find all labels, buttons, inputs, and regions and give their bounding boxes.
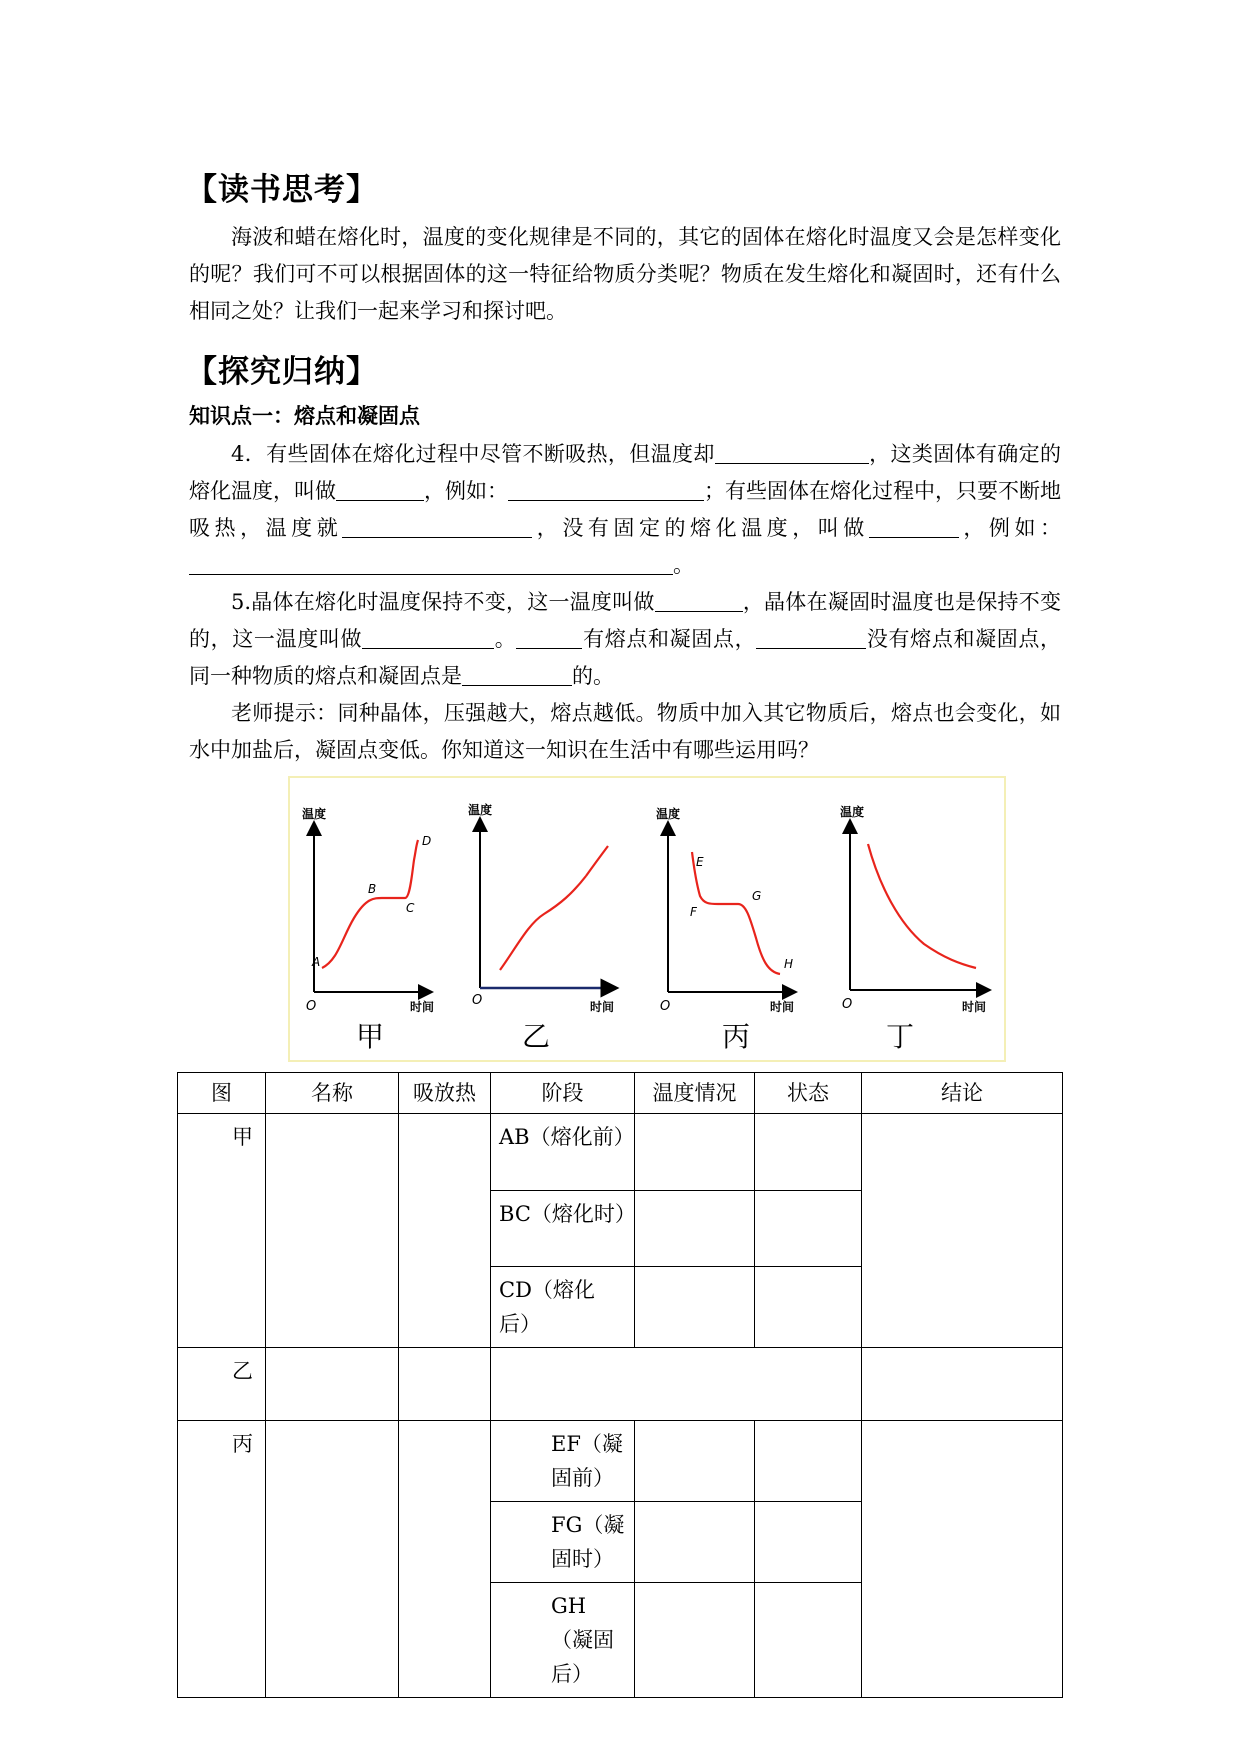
graph-jia-point-a: A [312,955,321,969]
table-row [178,1421,1063,1502]
q5-text-5: 没有熔点和凝固点，同一种物质的熔点和凝固点是 [189,627,1062,688]
cell-bing-name[interactable] [266,1421,399,1698]
cell-gh-state[interactable] [755,1583,862,1698]
stage-ef: EF（凝固前） [491,1421,635,1502]
graph-yi-origin: O [472,993,483,1008]
header-heat: 吸放热 [399,1073,491,1114]
q5-blank-5[interactable] [462,663,572,686]
cell-gh-temperature[interactable] [635,1583,755,1698]
q5-blank-1[interactable] [655,589,743,612]
stage-cd: CD（熔化后） [491,1267,635,1348]
row-label-yi: 乙 [178,1348,266,1421]
graph-jia-point-b: B [368,882,377,896]
cell-bc-state[interactable] [755,1191,862,1267]
q5-text-2: ，晶体在凝固时温度也是保持不变的，这一温度叫做 [189,590,1062,651]
header-stage: 阶段 [491,1073,635,1114]
table-row [178,1348,1063,1421]
header-conclusion: 结论 [862,1073,1063,1114]
cell-jia-name[interactable] [266,1114,399,1348]
cell-bing-conclusion[interactable] [862,1421,1063,1698]
stage-gh: GH（凝固后） [491,1583,635,1698]
graph-jia-curve [322,840,418,968]
q5-text-6: 的。 [572,664,614,688]
header-name: 名称 [266,1073,399,1114]
q5-blank-4[interactable] [756,626,866,649]
teacher-tip: 老师提示：同种晶体，压强越大，熔点越低。物质中加入其它物质后，熔点也会变化，如水中加盐后，凝固点变低。你知道这一知识在生活中有哪些运用吗？ [189,701,1061,762]
graph-bing-curve [692,852,780,974]
graph-bing-point-g: G [752,889,762,903]
table-header-row [178,1073,1063,1114]
graph-jia-x-label: 时间 [410,1000,435,1014]
cell-ab-temperature[interactable] [635,1114,755,1191]
q4-text-6: ，例如： [958,516,1062,540]
question-5 [189,584,1061,695]
q4-blank-6[interactable] [189,552,673,575]
q4-blank-4[interactable] [342,515,532,538]
graph-yi [468,802,614,1053]
graph-jia-caption: 甲 [356,1020,385,1053]
summary-table [177,1072,1063,1698]
graph-jia-y-label: 温度 [302,807,327,821]
graphs-svg [290,778,1004,1060]
cell-fg-state[interactable] [755,1502,862,1583]
header-temperature: 温度情况 [635,1073,755,1114]
cell-bc-temperature[interactable] [635,1191,755,1267]
graph-yi-x-label: 时间 [590,1000,615,1014]
graph-ding-y-label: 温度 [840,805,865,819]
cell-yi-name[interactable] [266,1348,399,1421]
graph-ding-x-label: 时间 [962,1000,987,1014]
cell-ef-state[interactable] [755,1421,862,1502]
stage-ab: AB（熔化前） [491,1114,635,1191]
q4-text-3: ，例如： [424,479,508,503]
graph-jia [302,806,434,1053]
q5-text-4: 有熔点和凝固点， [582,627,757,651]
q4-blank-2[interactable] [336,478,424,501]
q4-blank-1[interactable] [715,441,869,464]
q5-text-3: 。 [494,627,517,651]
cell-bing-heat[interactable] [399,1421,491,1698]
graph-yi-y-label: 温度 [468,803,493,817]
cell-yi-stage-merged[interactable] [491,1348,862,1421]
graph-ding-caption: 丁 [886,1020,915,1053]
q4-blank-5[interactable] [869,515,959,538]
reading-paragraph: 海波和蜡在熔化时，温度的变化规律是不同的，其它的固体在熔化时温度又会是怎样变化的呢？我们可不可以根据固体的这一特征给物质分类呢？物质在发生熔化和凝固时，还有什么相同之处？让我们一起来学习和探讨吧。 [189,225,1061,323]
row-label-bing: 丙 [178,1421,266,1698]
graph-bing-point-e: E [696,855,704,869]
knowledge-point-title: 知识点一：熔点和凝固点 [189,404,420,428]
stage-fg: FG（凝固时） [491,1502,635,1583]
q5-blank-2[interactable] [362,626,494,649]
q4-text-7: 。 [673,553,694,577]
cell-ab-state[interactable] [755,1114,862,1191]
graph-bing-caption: 丙 [722,1020,751,1053]
graph-bing-y-label: 温度 [656,807,681,821]
q5-text-1: 5.晶体在熔化时温度保持不变，这一温度叫做 [231,590,655,614]
graph-bing-x-label: 时间 [770,1000,795,1014]
cell-cd-temperature[interactable] [635,1267,755,1348]
graph-bing-origin: O [660,999,671,1014]
graph-bing-point-h: H [784,957,794,971]
header-state: 状态 [755,1073,862,1114]
graph-yi-curve-a [500,876,586,970]
section-title-inquiry: 【探究归纳】 [186,354,378,390]
graph-yi-curve-b [586,846,608,876]
graph-jia-origin: O [306,999,317,1014]
cell-cd-state[interactable] [755,1267,862,1348]
cell-fg-temperature[interactable] [635,1502,755,1583]
cell-yi-heat[interactable] [399,1348,491,1421]
graph-bing-point-f: F [690,905,697,919]
graph-yi-caption: 乙 [522,1020,551,1053]
graph-bing [656,806,794,1053]
graph-ding-curve [868,844,976,968]
question-4 [189,436,1061,584]
row-label-jia: 甲 [178,1114,266,1348]
graph-ding [840,804,986,1053]
cell-yi-conclusion[interactable] [862,1348,1063,1421]
q4-text-5: ，没有固定的熔化温度，叫做 [532,516,869,540]
q4-text-2: ，这类固体有确定的熔化温度，叫做 [189,442,1062,503]
cell-ef-temperature[interactable] [635,1421,755,1502]
table-row [178,1114,1063,1191]
graph-jia-point-c: C [406,901,415,915]
q4-blank-3[interactable] [508,478,704,501]
q4-text-1: 4．有些固体在熔化过程中尽管不断吸热，但温度却 [231,442,715,466]
header-graph: 图 [178,1073,266,1114]
section-title-reading: 【读书思考】 [186,172,378,208]
q4-text-4: ；有些固体在熔化过程中，只要不断地吸热，温度就 [189,479,1061,540]
q5-blank-3[interactable] [516,626,582,649]
cell-jia-conclusion[interactable] [862,1114,1063,1348]
stage-bc: BC（熔化时） [491,1191,635,1267]
graph-jia-point-d: D [422,834,432,848]
graph-ding-origin: O [842,997,853,1012]
cell-jia-heat[interactable] [399,1114,491,1348]
graphs-figure [288,776,1006,1062]
